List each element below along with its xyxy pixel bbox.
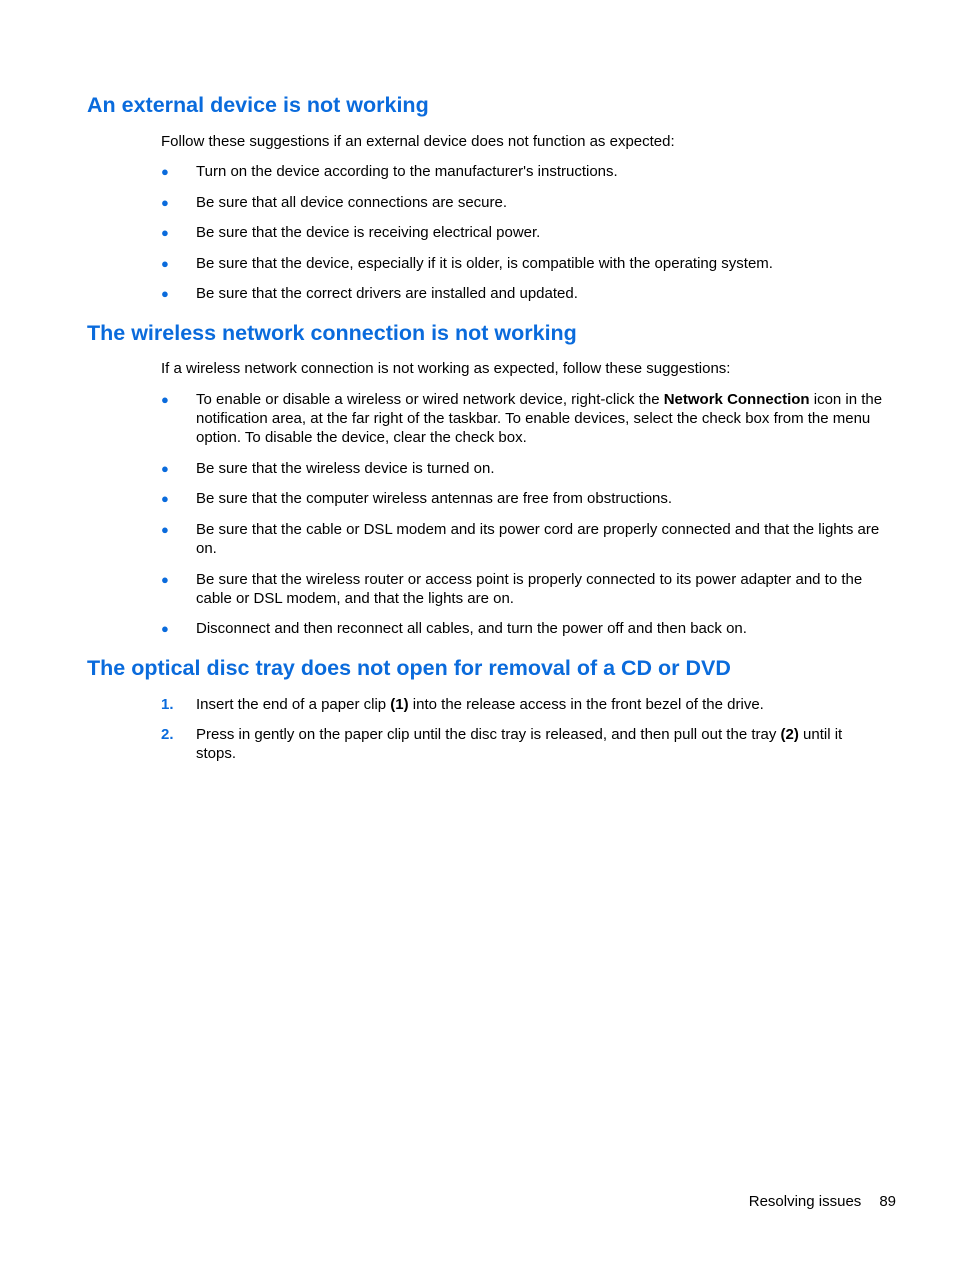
list-item-text-part: icon in the notification area, at the far right of the taskbar. To enable devices, select the check box from the menu option. To disable the device, clear the check box.	[196, 391, 883, 446]
list-item-text: Be sure that the device, especially if it is older, is compatible with the operating system.	[196, 255, 773, 272]
section-intro-wireless: If a wireless network connection is not working as expected, follow these suggestions:	[161, 360, 731, 377]
list-item	[161, 193, 886, 212]
bullet-icon: ●	[161, 286, 169, 301]
list-item-text: Be sure that the correct drivers are installed and updated.	[196, 285, 578, 302]
step-text-part: Insert the end of a paper clip	[196, 696, 391, 713]
bullet-icon: ●	[161, 195, 169, 210]
footer-section-title: Resolving issues	[748, 1193, 862, 1210]
list-item-text: Be sure that the wireless device is turned on.	[196, 460, 495, 477]
bullet-icon: ●	[161, 392, 169, 407]
step-number: 1.	[161, 696, 174, 713]
list-item-text: Be sure that all device connections are secure.	[196, 194, 508, 211]
list-item-text-part: To enable or disable a wireless or wired network device, right-click the	[196, 391, 664, 408]
bullet-icon: ●	[161, 522, 169, 537]
step-text	[196, 725, 886, 763]
list-item	[161, 284, 886, 303]
list-item	[161, 162, 886, 181]
callout-ref: (1)	[390, 696, 409, 713]
bullet-icon: ●	[161, 256, 169, 271]
list-item-text: Be sure that the cable or DSL modem and its power cord are properly connected and that the lights are on.	[196, 521, 880, 557]
list-item	[161, 619, 886, 638]
step-text-part: Press in gently on the paper clip until the disc tray is released, and then pull out the tray	[196, 726, 781, 743]
list-item-text: Turn on the device according to the manufacturer's instructions.	[196, 163, 618, 180]
numbered-step	[161, 725, 886, 763]
page-footer	[749, 1192, 896, 1211]
section-intro-external-device: Follow these suggestions if an external device does not function as expected:	[161, 133, 675, 150]
step-text	[196, 695, 886, 714]
list-item-text: Disconnect and then reconnect all cables, and turn the power off and then back on.	[196, 620, 747, 637]
list-item	[161, 223, 886, 242]
bullet-icon: ●	[161, 164, 169, 179]
bullet-icon: ●	[161, 491, 169, 506]
list-item	[161, 570, 886, 608]
list-item-text	[196, 390, 886, 447]
step-text-part: until it stops.	[196, 726, 843, 762]
callout-ref: (2)	[780, 726, 799, 743]
list-item	[161, 254, 886, 273]
numbered-step	[161, 695, 886, 714]
list-item	[161, 520, 886, 558]
section-heading-wireless: The wireless network connection is not working	[87, 321, 577, 345]
list-item-text: Be sure that the device is receiving electrical power.	[196, 224, 541, 241]
step-number: 2.	[161, 726, 174, 743]
bullet-icon: ●	[161, 225, 169, 240]
list-item	[161, 489, 886, 508]
bullet-icon: ●	[161, 621, 169, 636]
network-connection-term: Network Connection	[663, 391, 810, 408]
section-heading-external-device: An external device is not working	[87, 93, 429, 117]
list-item	[161, 459, 886, 478]
list-item-text: Be sure that the computer wireless antennas are free from obstructions.	[196, 490, 673, 507]
step-text-part: into the release access in the front bezel of the drive.	[408, 696, 764, 713]
list-item-text: Be sure that the wireless router or access point is properly connected to its power adapter and to the cable or DSL modem, and that the lights are on.	[196, 571, 863, 607]
bullet-icon: ●	[161, 461, 169, 476]
bullet-icon: ●	[161, 572, 169, 587]
section-heading-optical-disc: The optical disc tray does not open for removal of a CD or DVD	[87, 656, 731, 680]
page-number: 89	[879, 1193, 896, 1210]
list-item	[161, 390, 886, 447]
